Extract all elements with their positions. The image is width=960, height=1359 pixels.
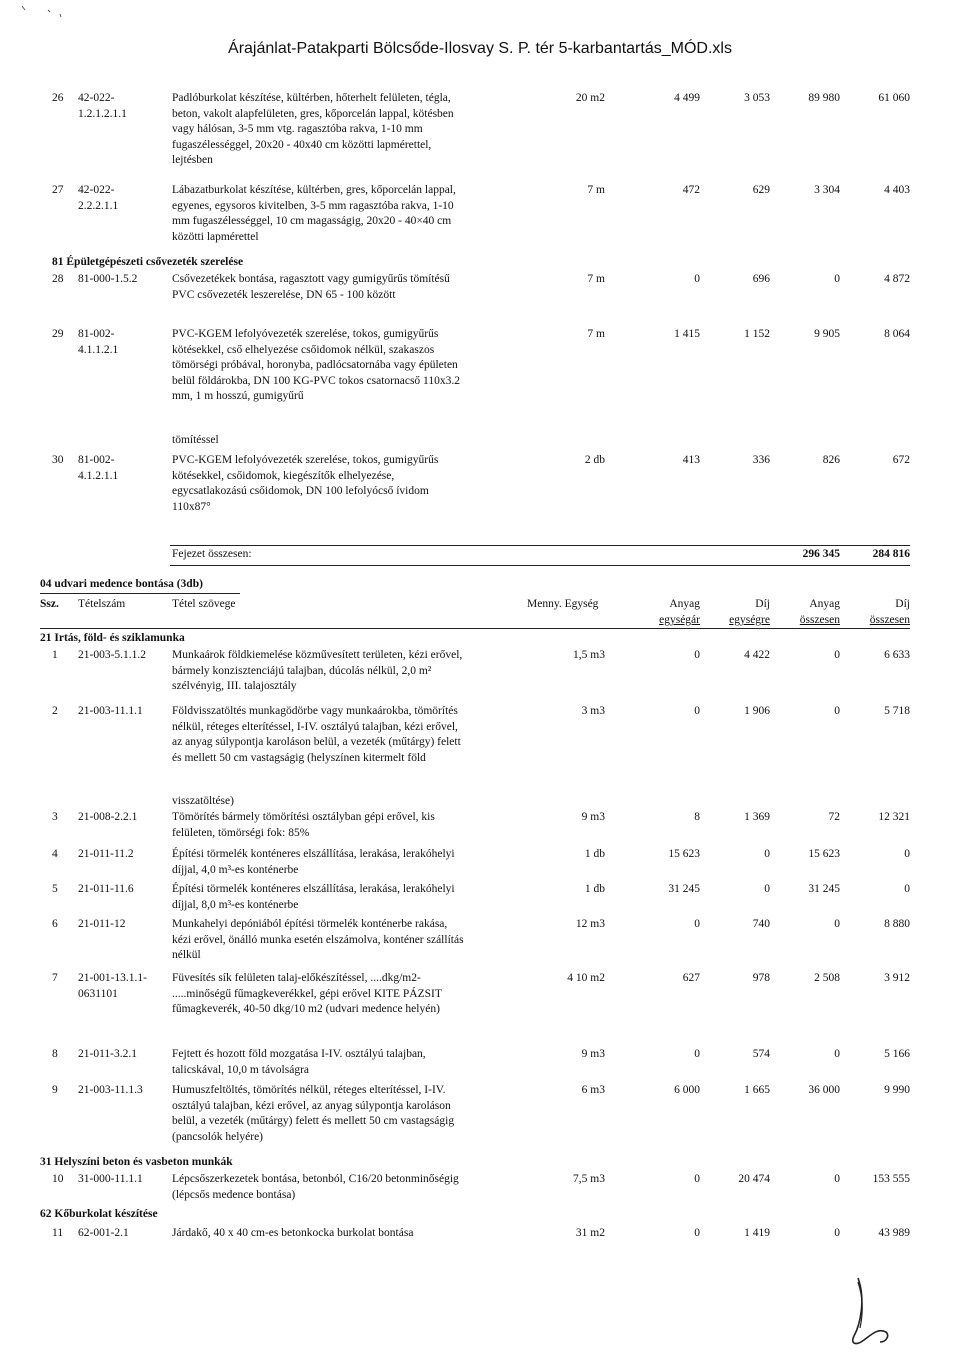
labor-unit-price: 696 — [752, 273, 770, 285]
material-unit-price: 8 — [694, 811, 700, 823]
labor-unit-price: 0 — [764, 883, 770, 895]
item-code-line: 21-011-3.2.1 — [78, 1048, 137, 1060]
item-description — [172, 847, 512, 878]
item-description-line: díjjal, 4,0 m³-es konténerbe — [172, 863, 299, 876]
item-code-line: 21-008-2.2.1 — [78, 811, 138, 823]
item-description — [172, 91, 512, 169]
item-code-line: 21-011-11.2 — [78, 848, 134, 860]
item-description — [172, 327, 512, 405]
material-unit-price: 4 499 — [674, 92, 700, 104]
item-description-line: egycsatlakozású csőidomok, DN 100 lefolyócső ívidom — [172, 485, 429, 497]
material-unit-price: 0 — [694, 273, 700, 285]
item-code-line: 0631101 — [78, 987, 118, 1000]
item-description — [172, 917, 512, 964]
labor-unit-price: 3 053 — [744, 92, 770, 104]
item-description-line: belül, a vezeték (műtárgy) felett és mellett 50 cm vastagságig — [172, 1115, 455, 1127]
item-description-line: PVC-KGEM lefolyóvezeték szerelése, tokos, gumigyűrűs — [172, 454, 439, 466]
item-code-line: 4.1.1.2.1 — [78, 343, 119, 356]
item-description-line: az anyag súlypontja karoláson belül, a vezeték (műtárgy) felett — [172, 736, 461, 748]
item-description-line: szélvényig, III. talajosztály — [172, 680, 297, 692]
labor-unit-price: 740 — [752, 918, 770, 930]
labor-total: 0 — [904, 883, 910, 895]
item-description-line: Füvesítés sík felületen talaj-előkészítéssel, ....dkg/m2- — [172, 972, 421, 984]
item-description-line: tömörségi próbával, horonyba, padlócsatornába vagy épületen — [172, 359, 458, 371]
material-unit-price: 6 000 — [674, 1084, 700, 1096]
item-description-line: Munkaárok földkiemelése közművesített területen, kézi erővel, — [172, 649, 463, 661]
material-total: 0 — [834, 1048, 840, 1060]
item-description-line: Padlóburkolat készítése, kültérben, hőterhelt felületen, tégla, — [172, 92, 451, 104]
labor-unit-price: 1 369 — [744, 811, 770, 823]
material-unit-price: 627 — [682, 972, 700, 984]
material-unit-price: 472 — [682, 184, 700, 196]
item-description-line: kötésekkel, csőidomok, kiegészítők elhelyezése, — [172, 469, 395, 482]
summary-labor-total: 284 816 — [872, 548, 910, 560]
item-code-line: 81-002- — [78, 328, 115, 340]
item-number: 1 — [52, 649, 58, 661]
item-description-line: visszatöltése) — [172, 795, 234, 807]
item-number: 4 — [52, 848, 58, 860]
item-description-line: felületen, tömörségi fok: 85% — [172, 826, 310, 839]
item-quantity: 31 m2 — [575, 1227, 605, 1239]
item-code — [78, 704, 170, 720]
material-total: 72 — [828, 811, 840, 823]
item-description-line: közötti lapmérettel — [172, 230, 259, 243]
labor-total: 8 064 — [884, 328, 910, 340]
labor-total: 8 880 — [884, 918, 910, 930]
item-description-line: osztályú talajban, kézi erővel, az anyag súlypontja karoláson — [172, 1099, 451, 1112]
item-description-line: belül földárokba, DN 100 KG-PVC tokos csatornacső 110x3.2 — [172, 374, 460, 387]
material-unit-price: 0 — [694, 918, 700, 930]
item-quantity: 20 m2 — [575, 92, 605, 104]
item-description-line: fugaszélességgel, 20x20 - 40x40 cm közötti lapmérettel, — [172, 138, 432, 151]
item-description-line: tömítéssel — [172, 434, 219, 446]
labor-total: 9 990 — [884, 1084, 910, 1096]
material-total: 89 980 — [808, 92, 840, 104]
item-number: 5 — [52, 883, 58, 895]
material-unit-price: 413 — [682, 454, 700, 466]
col-header-lab-unit-2: egységre — [729, 614, 770, 626]
section-04-underline — [40, 593, 240, 594]
labor-total: 61 060 — [878, 92, 910, 104]
col-header-mat-unit-1: Anyag — [669, 598, 700, 610]
item-description — [172, 794, 512, 810]
material-total: 15 623 — [808, 848, 840, 860]
handwritten-initial-mark — [838, 1270, 908, 1350]
item-number: 27 — [52, 184, 64, 196]
item-code-line: 1.2.1.2.1.1 — [78, 107, 127, 120]
labor-unit-price: 1 419 — [744, 1227, 770, 1239]
item-number: 10 — [52, 1173, 64, 1185]
material-unit-price: 0 — [694, 1227, 700, 1239]
item-description-line: Járdakő, 40 x 40 cm-es betonkocka burkolat bontása — [172, 1227, 414, 1239]
item-code — [78, 1226, 170, 1242]
item-description-line: és mellett 50 cm vastagságig (helyszínen kitermelt föld — [172, 751, 426, 764]
item-quantity: 1 db — [584, 848, 605, 860]
item-code-line: 31-000-11.1.1 — [78, 1173, 143, 1185]
col-header-mat-total-2: összesen — [799, 614, 840, 626]
item-description-line: Építési törmelék konténeres elszállítása, lerakása, lerakóhelyi — [172, 883, 455, 895]
scan-speck-marks — [0, 0, 80, 40]
item-description-line: nélkül — [172, 949, 201, 961]
item-code-line: 21-011-11.6 — [78, 883, 134, 895]
labor-total: 5 166 — [884, 1048, 910, 1060]
item-description — [172, 183, 512, 245]
item-quantity: 7 m — [587, 184, 605, 196]
item-description — [172, 648, 512, 695]
labor-total: 672 — [892, 454, 910, 466]
material-unit-price: 31 245 — [668, 883, 700, 895]
item-description-line: beton, vakolt alapfelületen, gres, kőporcelán lappal, kötésben — [172, 107, 454, 120]
material-total: 31 245 — [808, 883, 840, 895]
item-description-line: Munkahelyi depóniából építési törmelék konténerbe rakása, — [172, 918, 448, 930]
summary-material-total: 296 345 — [802, 548, 840, 560]
item-quantity: 1 db — [584, 883, 605, 895]
material-unit-price: 0 — [694, 649, 700, 661]
labor-total: 4 403 — [884, 184, 910, 196]
item-description-line: Lépcsőszerkezetek bontása, betonból, C16/20 betonminőségig — [172, 1173, 459, 1185]
labor-unit-price: 574 — [752, 1048, 770, 1060]
item-code — [78, 327, 170, 358]
col-header-qty: Menny. Egység — [527, 598, 599, 610]
item-description — [172, 882, 512, 913]
item-code-line: 81-002- — [78, 454, 115, 466]
section-heading-31: 31 Helyszíni beton és vasbeton munkák — [40, 1156, 233, 1168]
document-title: Árajánlat-Patakparti Bölcsőde-Ilosvay S. P. tér 5-karbantartás_MÓD.xls — [228, 40, 732, 57]
material-total: 36 000 — [808, 1084, 840, 1096]
item-quantity: 7,5 m3 — [573, 1173, 605, 1185]
material-total: 0 — [834, 649, 840, 661]
item-code — [78, 91, 170, 122]
item-description — [172, 453, 512, 515]
col-header-lab-total-1: Díj — [895, 598, 910, 610]
col-header-no: Ssz. — [40, 598, 59, 610]
material-unit-price: 0 — [694, 1048, 700, 1060]
item-description-line: bármely konzisztenciájú talajban, dúcolás nélkül, 2,0 m² — [172, 664, 432, 677]
material-total: 0 — [834, 1227, 840, 1239]
item-quantity: 4 10 m2 — [567, 972, 605, 984]
item-code — [78, 183, 170, 214]
item-code-line: 81-000-1.5.2 — [78, 273, 138, 285]
labor-unit-price: 629 — [752, 184, 770, 196]
item-code — [78, 917, 170, 933]
labor-total: 0 — [904, 848, 910, 860]
section-heading-62: 62 Kőburkolat készítése — [40, 1208, 158, 1220]
item-number: 3 — [52, 811, 58, 823]
item-code-line: 4.1.2.1.1 — [78, 469, 119, 482]
labor-unit-price: 1 665 — [744, 1084, 770, 1096]
item-code-line: 62-001-2.1 — [78, 1227, 129, 1239]
material-unit-price: 0 — [694, 705, 700, 717]
item-code-line: 21-003-11.1.1 — [78, 705, 143, 717]
item-description-line: Fejtett és hozott föld mozgatása I-IV. osztályú talajban, — [172, 1048, 426, 1060]
summary-label: Fejezet összesen: — [172, 548, 252, 560]
item-description-line: PVC-KGEM lefolyóvezeték szerelése, tokos, gumigyűrűs — [172, 328, 439, 340]
item-description-line: Csővezetékek bontása, ragasztott vagy gumigyűrűs tömítésű — [172, 273, 450, 285]
item-description — [172, 1172, 512, 1203]
labor-unit-price: 0 — [764, 848, 770, 860]
item-number: 26 — [52, 92, 64, 104]
item-description-line: lejtésben — [172, 154, 213, 166]
item-description — [172, 433, 512, 449]
item-quantity: 7 m — [587, 273, 605, 285]
item-code-line: 21-003-11.1.3 — [78, 1084, 143, 1096]
section-heading-21: 21 Irtás, föld- és sziklamunka — [40, 632, 185, 644]
item-code — [78, 272, 170, 288]
item-code — [78, 1047, 170, 1063]
item-code — [78, 648, 170, 664]
item-code-line: 21-001-13.1.1- — [78, 972, 147, 984]
item-code — [78, 1083, 170, 1099]
material-total: 0 — [834, 1173, 840, 1185]
item-description — [172, 704, 512, 766]
item-description-line: 110x87° — [172, 500, 211, 513]
labor-total: 5 718 — [884, 705, 910, 717]
item-description-line: .....minőségű fűmagkeverékkel, gépi erővel KITE PÁZSIT — [172, 987, 442, 1000]
item-quantity: 12 m3 — [575, 918, 605, 930]
item-description-line: fűmagkeverék, 40-50 dkg/10 m2 (udvari medence helyén) — [172, 1003, 440, 1015]
item-description-line: díjjal, 8,0 m³-es konténerbe — [172, 898, 299, 911]
col-header-lab-unit-1: Díj — [755, 598, 770, 610]
labor-total: 12 321 — [878, 811, 910, 823]
material-unit-price: 1 415 — [674, 328, 700, 340]
item-code — [78, 847, 170, 863]
labor-unit-price: 20 474 — [738, 1173, 770, 1185]
section-heading-81: 81 Épületgépészeti csővezeték szerelése — [52, 256, 244, 268]
item-number: 9 — [52, 1084, 58, 1096]
labor-unit-price: 978 — [752, 972, 770, 984]
material-total: 9 905 — [814, 328, 840, 340]
item-code-line: 42-022- — [78, 92, 115, 104]
item-code-line: 2.2.2.1.1 — [78, 199, 119, 212]
item-description-line: vagy hálósan, 3-5 mm vtg. ragasztóba rakva, 1-10 mm — [172, 123, 423, 135]
item-description-line: mm, 1 m hosszú, gumigyűrű — [172, 390, 304, 402]
item-code-line: 42-022- — [78, 184, 115, 196]
labor-total: 3 912 — [884, 972, 910, 984]
item-code — [78, 453, 170, 484]
labor-unit-price: 336 — [752, 454, 770, 466]
summary-bottom-rule — [170, 565, 910, 566]
item-number: 8 — [52, 1048, 58, 1060]
item-quantity: 1,5 m3 — [573, 649, 605, 661]
item-number: 6 — [52, 918, 58, 930]
item-description-line: Humuszfeltöltés, tömörítés nélkül, réteges elterítéssel, I-IV. — [172, 1084, 446, 1096]
col-header-code: Tételszám — [78, 598, 126, 610]
material-total: 0 — [834, 918, 840, 930]
item-description — [172, 971, 512, 1018]
item-description-line: Építési törmelék konténeres elszállítása, lerakása, lerakóhelyi — [172, 848, 455, 860]
item-description — [172, 272, 512, 303]
item-number: 30 — [52, 454, 64, 466]
labor-total: 43 989 — [878, 1227, 910, 1239]
item-description-line: PVC csővezeték leszerelése, DN 65 - 100 között — [172, 288, 396, 301]
item-number: 28 — [52, 273, 64, 285]
item-code — [78, 1172, 170, 1188]
material-unit-price: 15 623 — [668, 848, 700, 860]
item-number: 7 — [52, 972, 58, 984]
labor-unit-price: 4 422 — [744, 649, 770, 661]
material-total: 0 — [834, 273, 840, 285]
material-unit-price: 0 — [694, 1173, 700, 1185]
material-total: 826 — [822, 454, 840, 466]
item-quantity: 7 m — [587, 328, 605, 340]
item-description — [172, 810, 512, 841]
item-number: 11 — [52, 1227, 64, 1239]
item-code — [78, 882, 170, 898]
labor-total: 153 555 — [872, 1173, 910, 1185]
item-description-line: (pancsolók helyére) — [172, 1130, 264, 1143]
item-description-line: nélkül, réteges elterítéssel, I-IV. osztályú talajban, kézi erővel, — [172, 720, 458, 733]
item-code-line: 21-003-5.1.1.2 — [78, 649, 147, 661]
labor-total: 4 872 — [884, 273, 910, 285]
col-header-mat-unit-2: egységár — [659, 614, 700, 626]
col-header-desc: Tétel szövege — [172, 598, 236, 610]
col-header-mat-total-1: Anyag — [809, 598, 840, 610]
item-quantity: 6 m3 — [581, 1084, 605, 1096]
item-description-line: Földvisszatöltés munkagödörbe vagy munkaárokba, tömörítés — [172, 705, 458, 717]
item-description — [172, 1083, 512, 1145]
section-heading-04: 04 udvari medence bontása (3db) — [40, 578, 203, 590]
item-quantity: 9 m3 — [581, 1048, 605, 1060]
item-number: 2 — [52, 705, 58, 717]
item-description — [172, 1047, 512, 1078]
item-description-line: talicskával, 10,0 m távolságra — [172, 1063, 310, 1076]
summary-top-rule — [170, 545, 910, 546]
item-number: 29 — [52, 328, 64, 340]
labor-unit-price: 1 152 — [744, 328, 770, 340]
item-description-line: egyenes, egysoros kivitelben, 3-5 mm ragasztóba rakva, 1-10 — [172, 199, 454, 212]
item-description-line: mm fugaszélességgel, 10 cm magasságig, 20x20 - 40×40 cm — [172, 215, 452, 227]
item-code — [78, 971, 170, 1002]
item-quantity: 3 m3 — [581, 705, 605, 717]
item-quantity: 2 db — [584, 454, 605, 466]
item-description-line: kézi erővel, önálló munka esetén elszámolva, konténer szállítás — [172, 933, 464, 946]
item-quantity: 9 m3 — [581, 811, 605, 823]
item-code-line: 21-011-12 — [78, 918, 126, 930]
item-description-line: Tömörítés bármely tömörítési osztályban gépi erővel, kis — [172, 811, 435, 823]
labor-total: 6 633 — [884, 649, 910, 661]
col-header-lab-total-2: összesen — [869, 614, 910, 626]
column-header-rule — [40, 628, 910, 629]
material-total: 3 304 — [814, 184, 840, 196]
item-description-line: (lépcsős medence bontása) — [172, 1188, 296, 1201]
item-code — [78, 810, 170, 826]
item-description — [172, 1226, 512, 1242]
material-total: 2 508 — [814, 972, 840, 984]
material-total: 0 — [834, 705, 840, 717]
labor-unit-price: 1 906 — [744, 705, 770, 717]
item-description-line: kötésekkel, cső elhelyezése csőidomok nélkül, szakaszos — [172, 343, 435, 356]
item-description-line: Lábazatburkolat készítése, kültérben, gres, kőporcelán lappal, — [172, 184, 456, 196]
